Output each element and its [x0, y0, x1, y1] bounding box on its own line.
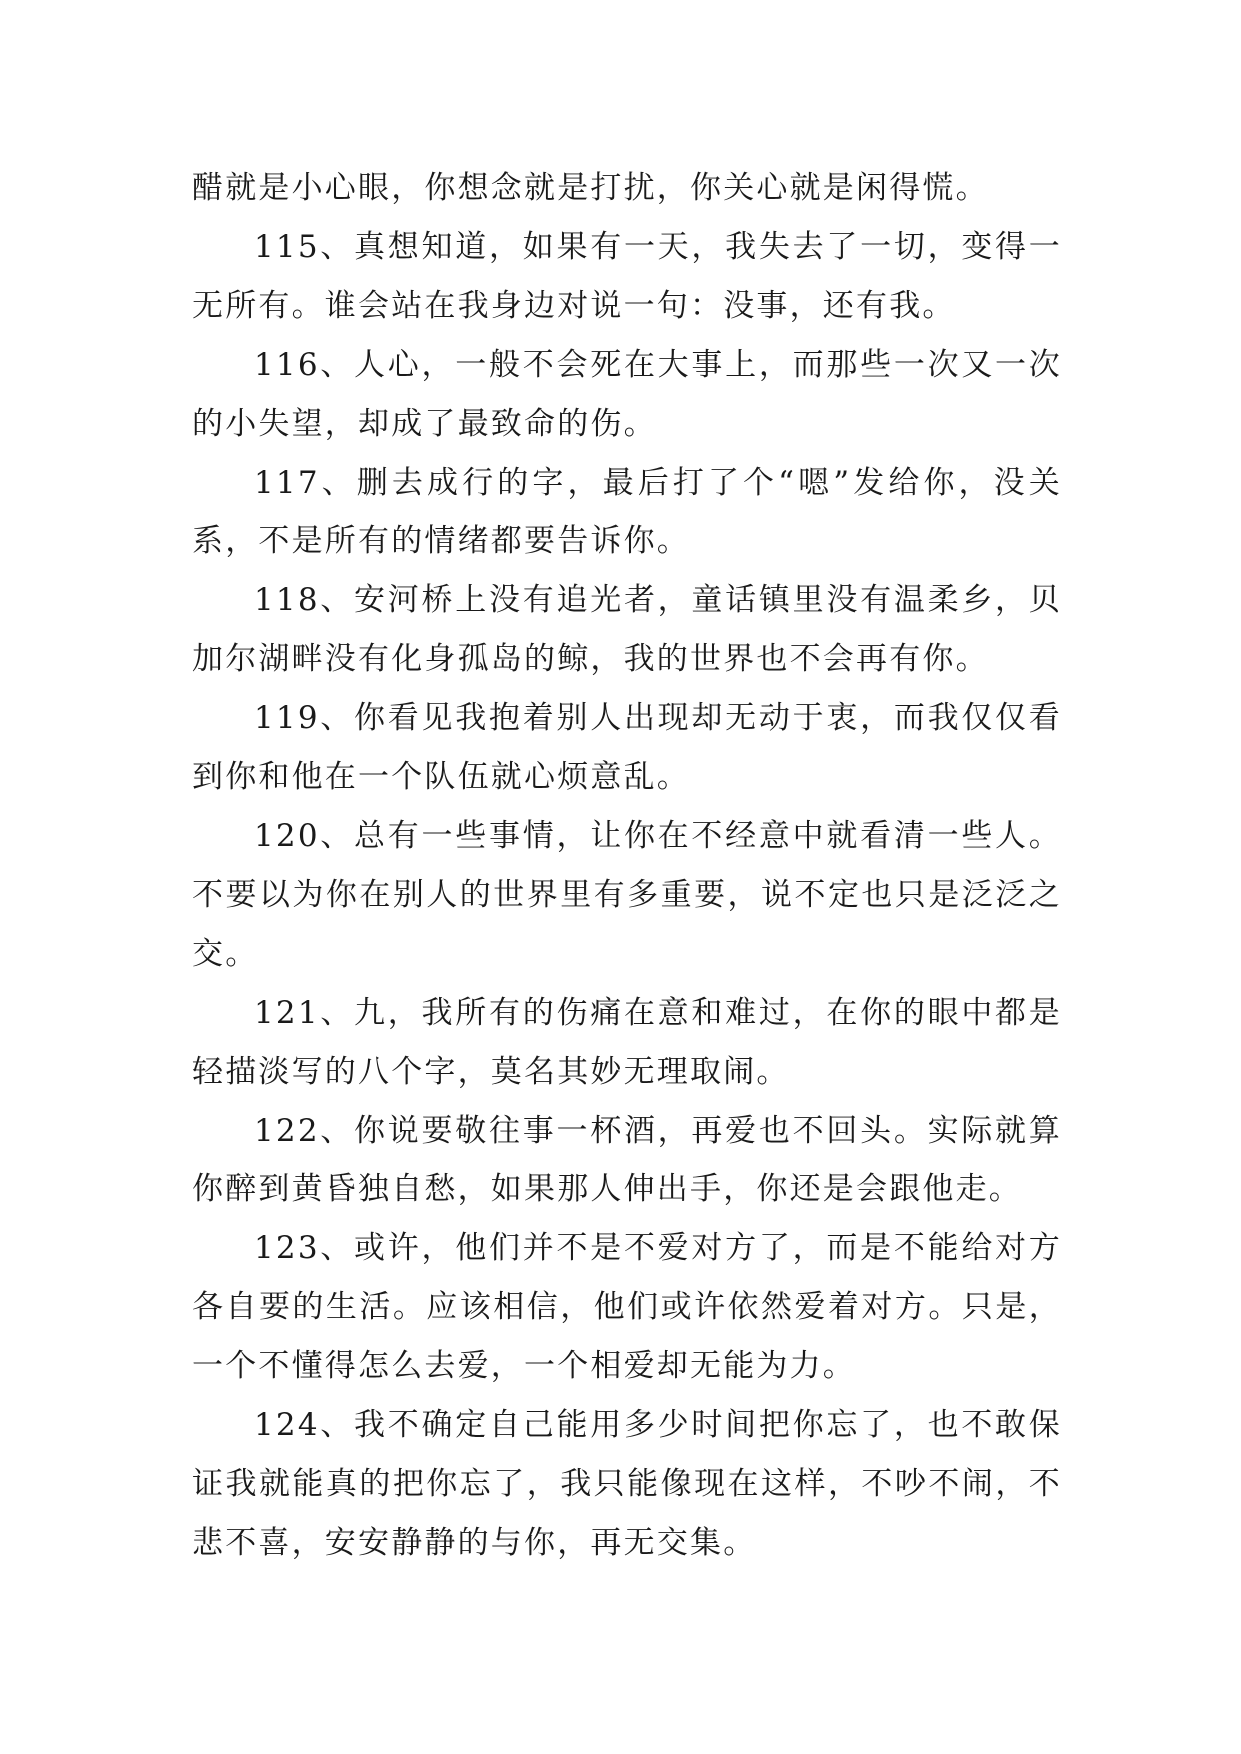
paragraph-123: 123、或许，他们并不是不爱对方了，而是不能给对方各自要的生活。应该相信，他们或许依然爱着对方。只是，一个不懂得怎么去爱，一个相爱却无能为力。: [192, 1230, 1062, 1385]
paragraph-118: 118、安河桥上没有追光者，童话镇里没有温柔乡，贝加尔湖畔没有化身孤岛的鲸，我的世界也不会再有你。: [192, 582, 1062, 678]
paragraph-117: 117、删去成行的字，最后打了个“嗯”发给你，没关系，不是所有的情绪都要告诉你。: [192, 464, 1062, 560]
paragraph-124: 124、我不确定自己能用多少时间把你忘了，也不敢保证我就能真的把你忘了，我只能像现在这样，不吵不闹，不悲不喜，安安静静的与你，再无交集。: [192, 1407, 1062, 1561]
paragraph-119: 119、你看见我抱着别人出现却无动于衷，而我仅仅看到你和他在一个队伍就心烦意乱。: [192, 700, 1062, 796]
paragraph-116: 116、人心，一般不会死在大事上，而那些一次又一次的小失望，却成了最致命的伤。: [192, 346, 1062, 442]
paragraph-continuation: 醋就是小心眼，你想念就是打扰，你关心就是闲得慌。: [192, 170, 989, 206]
document-body: [192, 159, 1062, 1573]
paragraph-120: 120、总有一些事情，让你在不经意中就看清一些人。不要以为你在别人的世界里有多重要，说不定也只是泛泛之交。: [192, 817, 1062, 972]
paragraph-122: 122、你说要敬往事一杯酒，再爱也不回头。实际就算你醉到黄昏独自愁，如果那人伸出手，你还是会跟他走。: [192, 1112, 1062, 1208]
paragraph-115: 115、真想知道，如果有一天，我失去了一切，变得一无所有。谁会站在我身边对说一句：没事，还有我。: [192, 228, 1062, 324]
paragraph-121: 121、九，我所有的伤痛在意和难过，在你的眼中都是轻描淡写的八个字，莫名其妙无理取闹。: [192, 994, 1062, 1090]
